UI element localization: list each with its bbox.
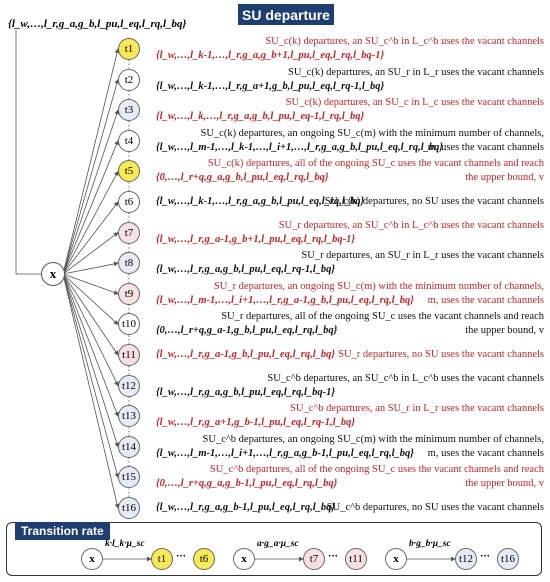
desc-t8: SU_r departures, an SU_r in L_r uses the vacant channels	[301, 250, 544, 262]
node-t2: t2	[118, 69, 140, 91]
desc-suffix-t5: the upper bound, v	[465, 172, 544, 184]
desc-t6: SU_c(k) departures, no SU uses the vacant channels	[324, 196, 544, 207]
legend-ellipsis-1: ···	[328, 551, 339, 562]
state-t12: {l_w,…,l_r,g_a,g_b,l_pu,l_eq,l_rq,l_bq-1}	[156, 386, 336, 398]
edge-t5	[63, 171, 118, 274]
node-t8: t8	[118, 252, 140, 274]
node-t6: t6	[118, 191, 140, 213]
state-t9: {l_w,…,l_m-1,…,l_i+1,…,l_r,g_a-1,g_b,l_pu,l_eq,l_rq,l_bq}	[156, 294, 414, 306]
state-t7: {l_w,…,l_r,g_a-1,g_b+1,l_pu,l_eq,l_rq,l_bq-1}	[156, 233, 355, 245]
legend-from-0: x	[81, 548, 103, 570]
state-t2: {l_w,…,l_k-1,…,l_r,g_a+1,g_b,l_pu,l_eq,l_rq-1,l_bq}	[156, 80, 385, 92]
legend-ellipsis-2: ···	[480, 551, 491, 562]
state-t6: {l_w,…,l_k-1,…,l_r,g_a,g_b,l_pu,l_eq,l_rq,l_bq}	[156, 196, 365, 207]
diagram-title: SU departure	[238, 4, 334, 25]
source-state: {l_w,…,l_r,g_a,g_b,l_pu,l_eq,l_rq,l_bq}	[8, 18, 187, 30]
state-t3: {l_w,…,l_k,…,l_r,g_a,g_b,l_pu,l_eq-1,l_rq,l_bq}	[156, 111, 365, 123]
desc-suffix-t14: m, uses the vacant channels	[427, 447, 544, 459]
legend-from-2: x	[385, 548, 407, 570]
desc-t16: SU_c^b departures, no SU uses the vacant channels	[326, 502, 544, 513]
desc-t3: SU_c(k) departures, an SU_c in L_c uses the vacant channels	[285, 97, 544, 109]
legend-from-1: x	[233, 548, 255, 570]
edge-t3	[63, 110, 118, 274]
node-t15: t15	[118, 466, 140, 488]
legend-first-1: t7	[303, 548, 325, 570]
legend-title: Transition rate	[15, 522, 110, 540]
state-t16: {l_w,…,l_r,g_a,g_b-1,l_pu,l_eq,l_rq,l_bq}	[156, 502, 336, 513]
transition-rate-legend	[6, 522, 542, 576]
desc-t2: SU_c(k) departures, an SU_r in L_r uses the vacant channels	[287, 66, 544, 78]
state-t13: {l_w,…,l_r,g_a+1,g_b-1,l_pu,l_eq,l_rq-1,l_bq}	[156, 417, 355, 429]
node-t3: t3	[118, 99, 140, 121]
node-t12: t12	[118, 375, 140, 397]
node-t7: t7	[118, 222, 140, 244]
node-t16: t16	[118, 497, 140, 519]
legend-last-1: t11	[345, 548, 367, 570]
state-t14: {l_w,…,l_m-1,…,l_i+1,…,l_r,g_a,g_b-1,l_pu,l_eq,l_rq,l_bq}	[156, 447, 414, 459]
state-t1: {l_w,…,l_k-1,…,l_r,g_a,g_b+1,l_pu,l_eq,l_rq,l_bq-1}	[156, 50, 385, 61]
state-t5: {0,…,l_r+q,g_a,g_b,l_pu,l_eq,l_rq,l_bq}	[156, 172, 329, 184]
legend-first-0: t1	[151, 548, 173, 570]
desc-suffix-t9: m, uses the vacant channels	[427, 294, 544, 306]
edge-t11	[63, 274, 118, 355]
desc-t12: SU_c^b departures, an SU_c^b in L_c^b uses the vacant channels	[267, 372, 544, 384]
legend-rate-0: k·l_k·μ_sc	[105, 539, 145, 549]
legend-last-2: t16	[497, 548, 519, 570]
legend-last-0: t6	[193, 548, 215, 570]
desc-t9: SU_r departures, an ongoing SU_c(m) with the minimum number of channels,	[213, 280, 544, 292]
desc-t1: SU_c(k) departures, an SU_c^b in L_c^b uses the vacant channels	[265, 36, 544, 47]
desc-t14: SU_c^b departures, an ongoing SU_c(m) with the minimum number of channels,	[202, 433, 544, 445]
node-t5: t5	[118, 160, 140, 182]
edge-t8	[63, 263, 118, 274]
center-node-x: x	[41, 262, 65, 286]
edge-t14	[63, 274, 118, 447]
legend-first-2: t12	[455, 548, 477, 570]
legend-rate-1: a·g_a·μ_sc	[257, 539, 299, 549]
edge-t6	[63, 202, 118, 274]
state-t4: {l_w,…,l_m-1,…,l_k-1,…,l_i+1,…,l_r,g_a,g_b,l_pu,l_eq,l_rq,l_bq}	[156, 141, 444, 153]
desc-t4: SU_c(k) departures, an ongoing SU_c(m) with the minimum number of channels,	[200, 127, 544, 139]
node-t10: t10	[118, 313, 140, 335]
desc-suffix-t10: the upper bound, v	[465, 325, 544, 337]
edge-t13	[63, 274, 118, 416]
state-t8: {l_w,…,l_r,g_a,g_b,l_pu,l_eq,l_rq-1,l_bq}	[156, 264, 336, 276]
legend-ellipsis-0: ···	[176, 551, 187, 562]
legend-rate-2: b·g_b·μ_sc	[409, 539, 451, 549]
node-t14: t14	[118, 436, 140, 458]
node-t9: t9	[118, 283, 140, 305]
desc-t11: SU_r departures, no SU uses the vacant channels	[338, 349, 544, 360]
edge-t16	[63, 274, 118, 508]
desc-suffix-t15: the upper bound, v	[465, 478, 544, 490]
desc-t7: SU_r departures, an SU_c^b in L_c^b uses the vacant channels	[278, 219, 544, 231]
edge-t15	[63, 274, 118, 477]
desc-t15: SU_c^b departures, all of the ongoing SU_c uses the vacant channels and reach	[209, 464, 544, 476]
state-t15: {0,…,l_r+q,g_a,g_b-1,l_pu,l_eq,l_rq,l_bq}	[156, 478, 338, 490]
edge-t2	[63, 80, 118, 274]
node-t4: t4	[118, 130, 140, 152]
desc-t13: SU_c^b departures, an SU_r in L_r uses the vacant channels	[290, 403, 544, 415]
node-t13: t13	[118, 405, 140, 427]
desc-t10: SU_r departures, all of the ongoing SU_c uses the vacant channels and reach	[221, 311, 544, 323]
node-t1: t1	[118, 38, 140, 60]
state-t11: {l_w,…,l_r,g_a-1,g_b,l_pu,l_eq,l_rq,l_bq}	[156, 349, 336, 360]
desc-suffix-t4: m, uses the vacant channels	[427, 141, 544, 153]
state-t10: {0,…,l_r+q,g_a-1,g_b,l_pu,l_eq,l_rq,l_bq}	[156, 325, 338, 337]
desc-t5: SU_c(k) departures, all of the ongoing SU_c uses the vacant channels and reach	[207, 158, 544, 170]
node-t11: t11	[118, 344, 140, 366]
